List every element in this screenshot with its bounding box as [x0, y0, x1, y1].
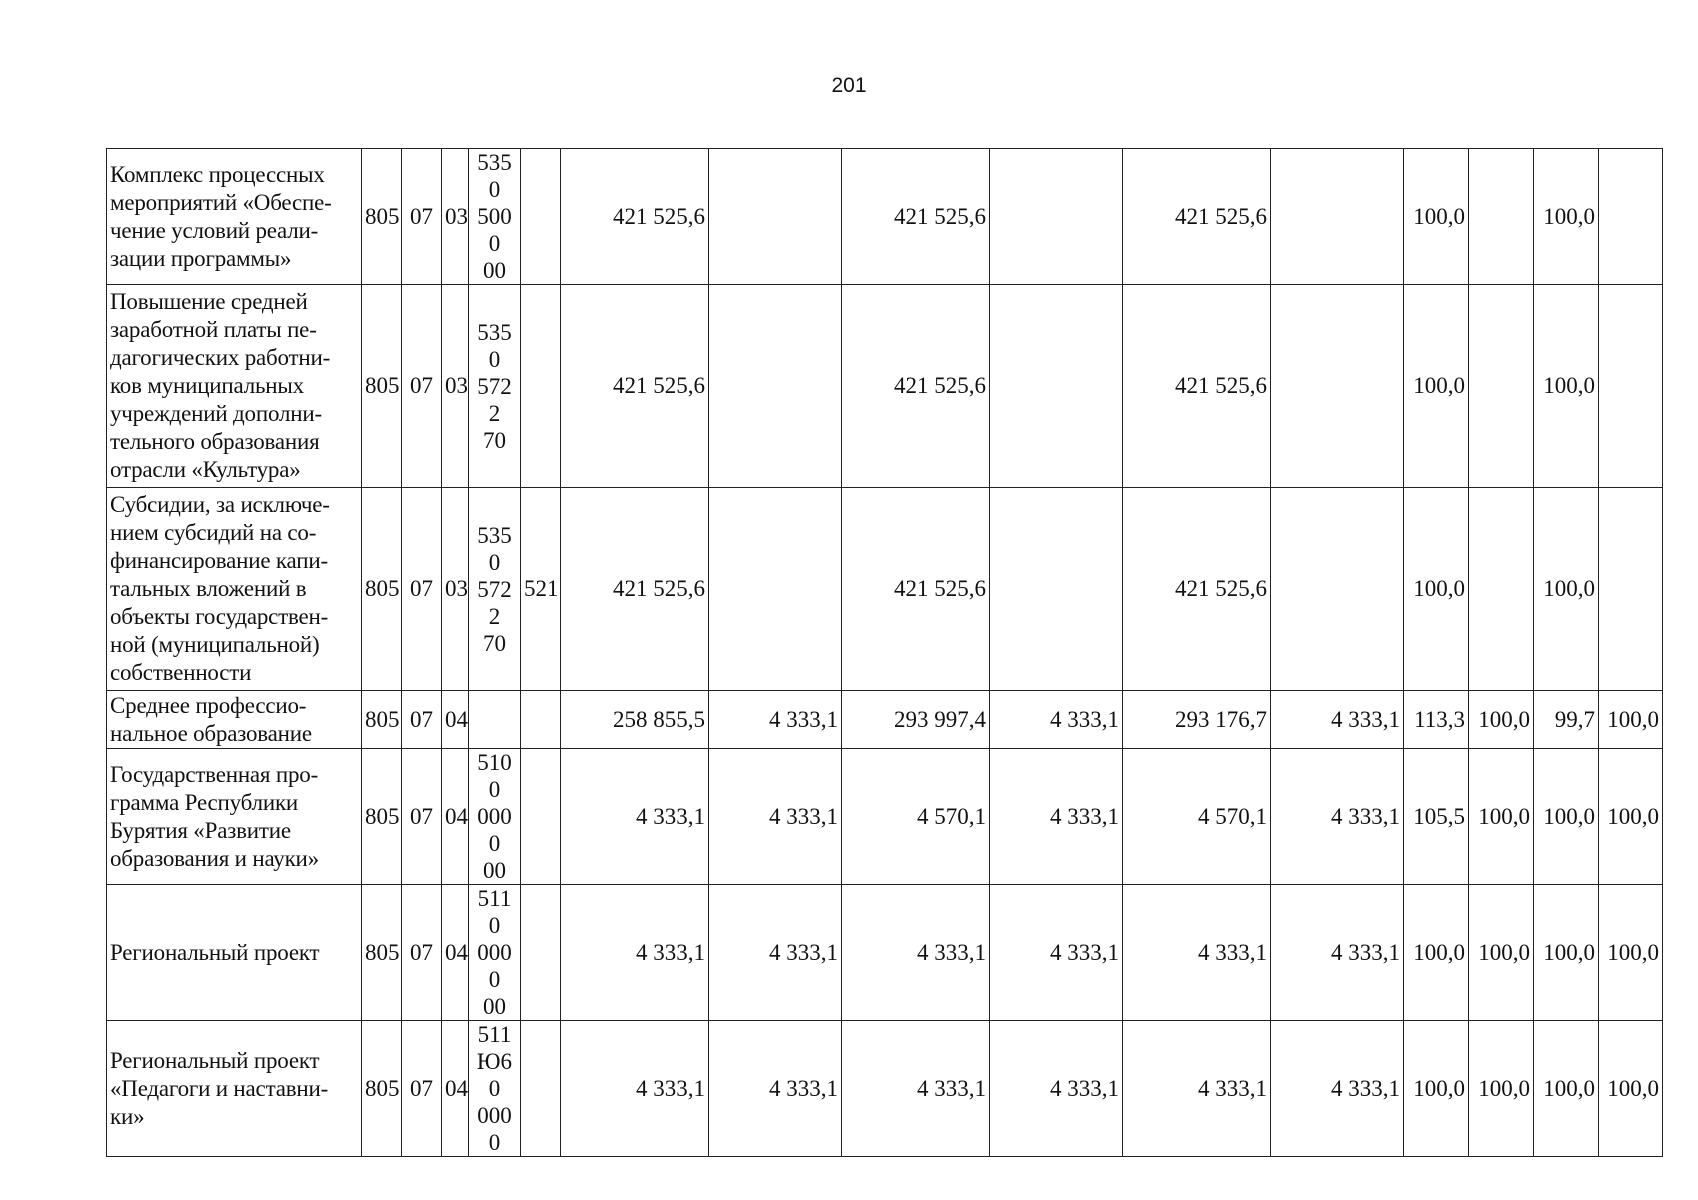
percent-cell: 100,0 — [1599, 1021, 1663, 1157]
subsection-code: 04 — [442, 691, 469, 749]
target-article-part: 00 — [483, 258, 506, 283]
subsection-code: 03 — [442, 149, 469, 285]
target-article-part: 5110 — [477, 886, 512, 938]
percent-cell — [1469, 488, 1534, 691]
section-code: 07 — [402, 488, 442, 691]
expense-type-code — [521, 1021, 561, 1157]
amount-cell — [709, 285, 842, 488]
amount-cell: 4 333,1 — [561, 1021, 709, 1157]
row-name: Региональный проект — [107, 885, 362, 1021]
subsection-code: 04 — [442, 749, 469, 885]
target-article-part: Ю60 — [476, 1049, 513, 1101]
table-row — [107, 885, 1663, 1021]
grbs-code: 805 — [362, 285, 402, 488]
target-article-part: 0000 — [477, 940, 512, 992]
target-article-part: 5350 — [477, 150, 512, 202]
target-article-part: 5100 — [477, 750, 512, 802]
amount-cell: 4 333,1 — [561, 749, 709, 885]
amount-cell: 4 333,1 — [709, 885, 842, 1021]
amount-cell — [1271, 488, 1404, 691]
percent-cell — [1599, 488, 1663, 691]
percent-cell: 100,0 — [1599, 749, 1663, 885]
row-name: Комплекс процессных мероприятий «Обеспе-чение условий реали-зации программы» — [107, 149, 362, 285]
amount-cell: 421 525,6 — [1123, 285, 1271, 488]
target-article-part: 00 — [483, 994, 506, 1019]
amount-cell: 421 525,6 — [1123, 149, 1271, 285]
row-name: Повышение средней заработной платы пе-дагогических работни-ков муниципальных учреждений дополни-тельного образования отрасли «Культура» — [107, 285, 362, 488]
percent-cell — [1469, 149, 1534, 285]
amount-cell — [709, 488, 842, 691]
percent-cell: 100,0 — [1404, 285, 1469, 488]
grbs-code: 805 — [362, 749, 402, 885]
amount-cell — [1271, 285, 1404, 488]
amount-cell — [709, 149, 842, 285]
percent-cell: 100,0 — [1599, 691, 1663, 749]
section-code: 07 — [402, 1021, 442, 1157]
amount-cell: 4 333,1 — [1271, 1021, 1404, 1157]
percent-cell: 100,0 — [1404, 885, 1469, 1021]
percent-cell: 100,0 — [1534, 749, 1599, 885]
target-article-part: 5722 — [477, 373, 512, 426]
target-article-part: 5722 — [477, 576, 512, 629]
amount-cell: 258 855,5 — [561, 691, 709, 749]
target-article-part: 511 — [477, 1022, 512, 1047]
expense-type-code — [521, 885, 561, 1021]
percent-cell: 113,3 — [1404, 691, 1469, 749]
grbs-code: 805 — [362, 691, 402, 749]
table-row — [107, 1021, 1663, 1157]
section-code: 07 — [402, 285, 442, 488]
subsection-code: 04 — [442, 885, 469, 1021]
expense-type-code: 521 — [521, 488, 561, 691]
percent-cell: 100,0 — [1404, 149, 1469, 285]
amount-cell: 4 333,1 — [1271, 885, 1404, 1021]
amount-cell: 4 333,1 — [990, 749, 1123, 885]
target-article-code — [469, 488, 521, 691]
amount-cell: 421 525,6 — [842, 149, 990, 285]
expense-type-code — [521, 691, 561, 749]
target-article-code — [469, 691, 521, 749]
expense-type-code — [521, 149, 561, 285]
subsection-code: 04 — [442, 1021, 469, 1157]
amount-cell: 4 333,1 — [990, 1021, 1123, 1157]
percent-cell: 100,0 — [1534, 1021, 1599, 1157]
percent-cell — [1469, 285, 1534, 488]
amount-cell: 293 997,4 — [842, 691, 990, 749]
percent-cell: 100,0 — [1469, 691, 1534, 749]
amount-cell: 4 333,1 — [1123, 885, 1271, 1021]
target-article-part: 5000 — [477, 204, 512, 256]
target-article-code — [469, 285, 521, 488]
amount-cell: 4 333,1 — [1271, 749, 1404, 885]
row-name: Среднее профессио-нальное образование — [107, 691, 362, 749]
amount-cell: 4 333,1 — [709, 691, 842, 749]
table-body — [107, 149, 1663, 1157]
percent-cell: 100,0 — [1534, 488, 1599, 691]
section-code: 07 — [402, 149, 442, 285]
percent-cell: 105,5 — [1404, 749, 1469, 885]
row-name: Субсидии, за исключе-нием субсидий на со-финансирование капи-тальных вложений в объекты государствен-ной (муниципальной) собственности — [107, 488, 362, 691]
target-article-part: 0000 — [477, 804, 512, 856]
amount-cell: 4 333,1 — [842, 1021, 990, 1157]
amount-cell: 4 570,1 — [842, 749, 990, 885]
amount-cell: 4 333,1 — [561, 885, 709, 1021]
budget-table — [106, 148, 1663, 1157]
target-article-code — [469, 885, 521, 1021]
amount-cell: 4 570,1 — [1123, 749, 1271, 885]
amount-cell: 421 525,6 — [561, 149, 709, 285]
subsection-code: 03 — [442, 488, 469, 691]
section-code: 07 — [402, 885, 442, 1021]
percent-cell: 100,0 — [1534, 285, 1599, 488]
target-article-code — [469, 749, 521, 885]
amount-cell — [990, 149, 1123, 285]
percent-cell: 100,0 — [1534, 149, 1599, 285]
amount-cell: 4 333,1 — [990, 691, 1123, 749]
target-article-code — [469, 1021, 521, 1157]
table-row — [107, 285, 1663, 488]
amount-cell: 4 333,1 — [1123, 1021, 1271, 1157]
grbs-code: 805 — [362, 488, 402, 691]
target-article-part: 00 — [483, 858, 506, 883]
expense-type-code — [521, 285, 561, 488]
amount-cell: 4 333,1 — [709, 1021, 842, 1157]
subsection-code: 03 — [442, 285, 469, 488]
target-article-part: 70 — [483, 630, 506, 656]
amount-cell: 4 333,1 — [1271, 691, 1404, 749]
amount-cell: 421 525,6 — [561, 488, 709, 691]
expense-type-code — [521, 749, 561, 885]
amount-cell — [1271, 149, 1404, 285]
percent-cell: 99,7 — [1534, 691, 1599, 749]
target-article-part: 0000 — [477, 1103, 512, 1155]
target-article-part: 5350 — [477, 522, 512, 575]
percent-cell: 100,0 — [1469, 885, 1534, 1021]
section-code: 07 — [402, 749, 442, 885]
amount-cell: 421 525,6 — [842, 285, 990, 488]
grbs-code: 805 — [362, 149, 402, 285]
percent-cell: 100,0 — [1404, 488, 1469, 691]
amount-cell — [990, 488, 1123, 691]
page-number: 201 — [831, 74, 867, 97]
target-article-part: 5350 — [477, 319, 512, 372]
amount-cell: 421 525,6 — [842, 488, 990, 691]
percent-cell: 100,0 — [1469, 749, 1534, 885]
table-row — [107, 488, 1663, 691]
amount-cell: 4 333,1 — [709, 749, 842, 885]
amount-cell: 293 176,7 — [1123, 691, 1271, 749]
section-code: 07 — [402, 691, 442, 749]
percent-cell: 100,0 — [1469, 1021, 1534, 1157]
amount-cell: 421 525,6 — [561, 285, 709, 488]
percent-cell — [1599, 285, 1663, 488]
target-article-code — [469, 149, 521, 285]
percent-cell: 100,0 — [1599, 885, 1663, 1021]
row-name: Региональный проект «Педагоги и наставни-ки» — [107, 1021, 362, 1157]
amount-cell: 421 525,6 — [1123, 488, 1271, 691]
percent-cell: 100,0 — [1404, 1021, 1469, 1157]
grbs-code: 805 — [362, 885, 402, 1021]
amount-cell: 4 333,1 — [990, 885, 1123, 1021]
amount-cell: 4 333,1 — [842, 885, 990, 1021]
table-row — [107, 749, 1663, 885]
target-article-part: 70 — [483, 427, 506, 453]
amount-cell — [990, 285, 1123, 488]
table-row — [107, 691, 1663, 749]
table-row — [107, 149, 1663, 285]
percent-cell — [1599, 149, 1663, 285]
row-name: Государственная про-грамма Республики Бурятия «Развитие образования и науки» — [107, 749, 362, 885]
grbs-code: 805 — [362, 1021, 402, 1157]
percent-cell: 100,0 — [1534, 885, 1599, 1021]
